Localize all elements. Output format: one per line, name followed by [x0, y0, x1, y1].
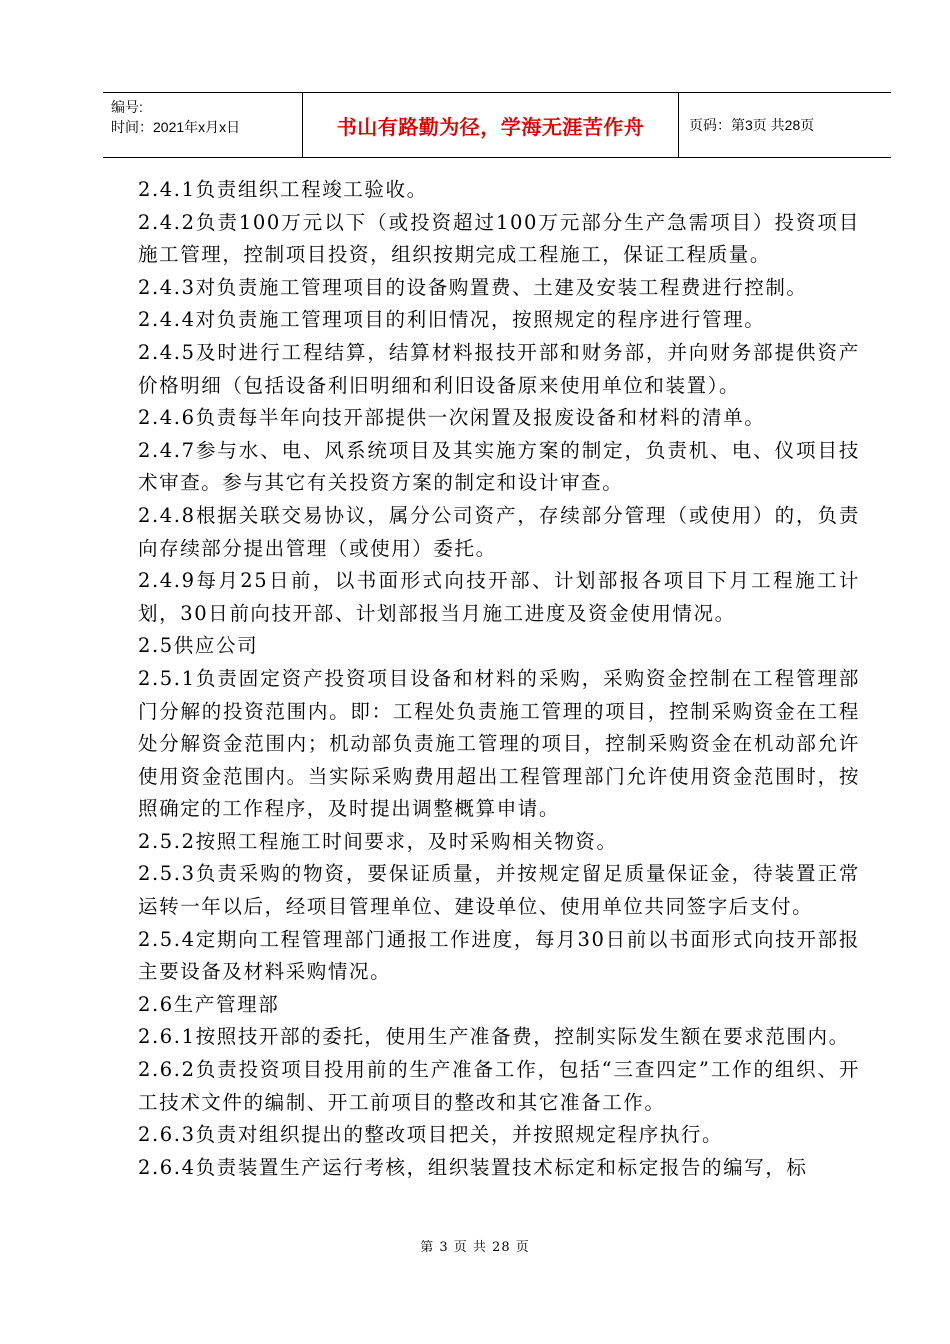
page-footer: 第 3 页 共 28 页 — [420, 1240, 530, 1255]
paragraph: 2.4.4对负责施工管理项目的利旧情况，按照规定的程序进行管理。 — [138, 308, 766, 332]
header-page-cell — [679, 93, 891, 157]
paragraph: 2.4.7参与水、电、风系统项目及其实施方案的制定，负责机、电、仪项目技术审查。参与其它有关投资方案的制定和设计审查。 — [138, 438, 860, 495]
header-motto: 书山有路勤为径，学海无涯苦作舟 — [336, 114, 645, 139]
document-body — [138, 174, 860, 1184]
serial-label: 编号: — [111, 99, 143, 115]
paragraph: 2.5.2按照工程施工时间要求，及时采购相关物资。 — [138, 829, 618, 853]
paragraph: 2.6.4负责装置生产运行考核，组织装置技术标定和标定报告的编写，标 — [138, 1155, 808, 1179]
header-meta — [103, 93, 303, 157]
paragraph: 2.6.2负责投资项目投用前的生产准备工作，包括“三查四定”工作的组织、开工技术文件的编制、开工前项目的整改和其它准备工作。 — [138, 1058, 860, 1114]
paragraph: 2.4.3对负责施工管理项目的设备购置费、土建及安装工程费进行控制。 — [138, 275, 808, 299]
paragraph: 2.4.5及时进行工程结算，结算材料报技开部和财务部，并向财务部提供资产价格明细（包括设备利旧明细和利旧设备原来使用单位和装置）。 — [138, 340, 860, 397]
section-heading: 2.6生产管理部 — [138, 992, 280, 1016]
paragraph: 2.6.3负责对组织提出的整改项目把关，并按照规定程序执行。 — [138, 1123, 724, 1147]
section-heading: 2.5供应公司 — [138, 634, 259, 658]
paragraph: 2.5.1负责固定资产投资项目设备和材料的采购，采购资金控制在工程管理部门分解的投资范围内。即：工程处负责施工管理的项目，控制采购资金在工程处分解资金范围内；机动部负责施工管理的项目，控制采购资金在机动部允许使用资金范围内。当实际采购费用超出工程管理部门允许使用资金范围时，按照确定的工作程序，及时提出调整概算申请。 — [138, 666, 860, 821]
paragraph: 2.4.8根据关联交易协议，属分公司资产，存续部分管理（或使用）的，负责向存续部分提出管理（或使用）委托。 — [138, 503, 860, 560]
paragraph: 2.4.1负责组织工程竣工验收。 — [138, 178, 428, 201]
paragraph: 2.4.9每月25日前，以书面形式向技开部、计划部报各项目下月工程施工计划，30日前向技开部、计划部报当月施工进度及资金使用情况。 — [138, 569, 860, 625]
page-header — [103, 92, 891, 158]
paragraph: 2.6.1按照技开部的委托，使用生产准备费，控制实际发生额在要求范围内。 — [138, 1025, 850, 1049]
paragraph: 2.5.4定期向工程管理部门通报工作进度，每月30日前以书面形式向技开部报主要设备及材料采购情况。 — [138, 927, 860, 984]
time-label: 时间：2021年x月x日 — [111, 119, 241, 135]
paragraph: 2.4.2负责100万元以下（或投资超过100万元部分生产急需项目）投资项目施工管理，控制项目投资，组织按期完成工程施工，保证工程质量。 — [138, 210, 860, 267]
paragraph: 2.5.3负责采购的物资，要保证质量，并按规定留足质量保证金，待装置正常运转一年以后，经项目管理单位、建设单位、使用单位共同签字后支付。 — [138, 862, 860, 919]
header-motto-cell — [303, 93, 679, 157]
header-page-label: 页码：第3页 共28页 — [689, 117, 815, 133]
paragraph: 2.4.6负责每半年向技开部提供一次闲置及报废设备和材料的清单。 — [138, 406, 766, 430]
